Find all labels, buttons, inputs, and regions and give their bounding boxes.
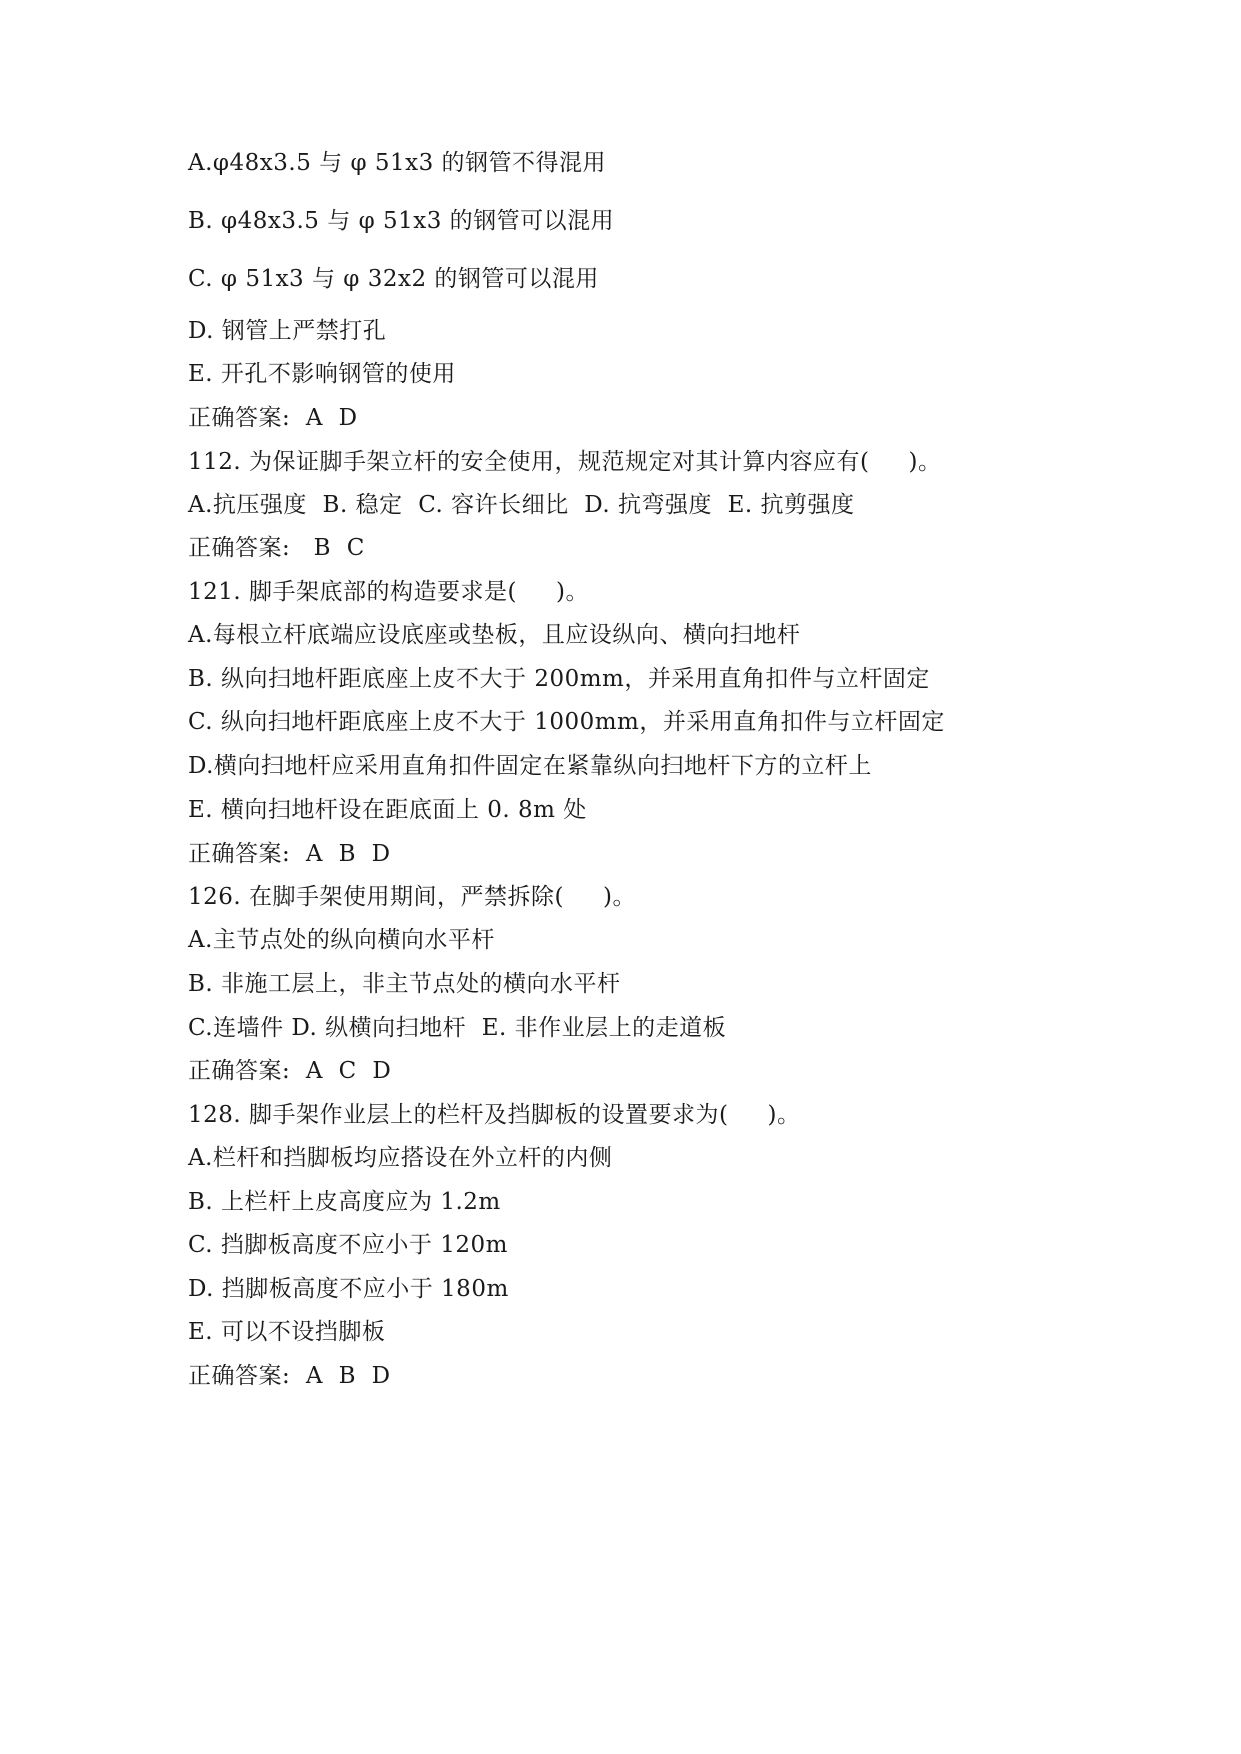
question-line: 126. 在脚手架使用期间，严禁拆除( )。	[188, 884, 637, 910]
option-line: B. 非施工层上，非主节点处的横向水平杆	[188, 971, 621, 997]
option-line: A.每根立杆底端应设底座或垫板，且应设纵向、横向扫地杆	[188, 622, 801, 648]
option-line: C. 挡脚板高度不应小于 120m	[188, 1232, 508, 1258]
option-line: B. φ48x3.5 与 φ 51x3 的钢管可以混用	[188, 208, 615, 234]
answer-line: 正确答案: A B D	[188, 1363, 391, 1389]
option-line: D.横向扫地杆应采用直角扣件固定在紧靠纵向扫地杆下方的立杆上	[188, 753, 872, 779]
answer-line: 正确答案: A D	[188, 405, 358, 431]
option-line: A.主节点处的纵向横向水平杆	[188, 927, 495, 953]
option-line: B. 纵向扫地杆距底座上皮不大于 200mm，并采用直角扣件与立杆固定	[188, 666, 930, 692]
option-line: A.φ48x3.5 与 φ 51x3 的钢管不得混用	[188, 150, 607, 176]
option-line: C. 纵向扫地杆距底座上皮不大于 1000mm，并采用直角扣件与立杆固定	[188, 709, 945, 735]
question-line: 112. 为保证脚手架立杆的安全使用，规范规定对其计算内容应有( )。	[188, 449, 942, 475]
answer-line: 正确答案: B C	[188, 535, 365, 561]
option-line: E. 横向扫地杆设在距底面上 0. 8m 处	[188, 797, 587, 823]
answer-line: 正确答案: A C D	[188, 1058, 392, 1084]
question-line: 121. 脚手架底部的构造要求是( )。	[188, 579, 590, 605]
option-line: C. φ 51x3 与 φ 32x2 的钢管可以混用	[188, 266, 599, 292]
option-line: D. 挡脚板高度不应小于 180m	[188, 1276, 509, 1302]
option-line: E. 开孔不影响钢管的使用	[188, 361, 456, 387]
option-line: A.栏杆和挡脚板均应搭设在外立杆的内侧	[188, 1145, 613, 1171]
option-line: B. 上栏杆上皮高度应为 1.2m	[188, 1189, 501, 1215]
answer-line: 正确答案: A B D	[188, 841, 391, 867]
option-line: D. 钢管上严禁打孔	[188, 318, 387, 344]
option-line: E. 可以不设挡脚板	[188, 1319, 386, 1345]
question-line: 128. 脚手架作业层上的栏杆及挡脚板的设置要求为( )。	[188, 1102, 801, 1128]
option-line: A.抗压强度 B. 稳定 C. 容许长细比 D. 抗弯强度 E. 抗剪强度	[188, 492, 855, 518]
option-line: C.连墙件 D. 纵横向扫地杆 E. 非作业层上的走道板	[188, 1015, 727, 1041]
